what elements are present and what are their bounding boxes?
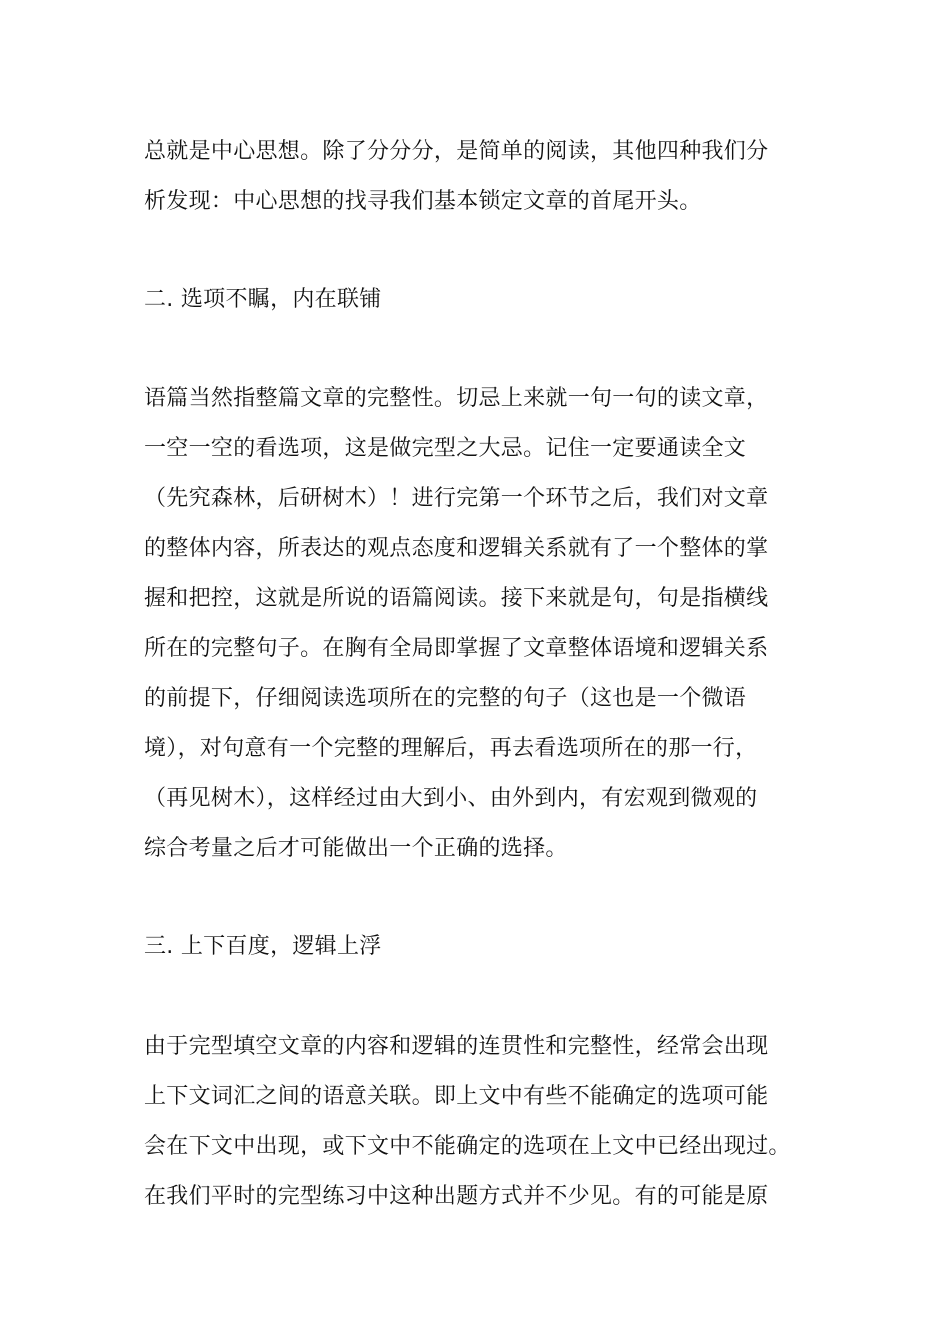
paragraph-2-line-9: （再见树木），这样经过由大到小、由外到内，有宏观到微观的 bbox=[144, 786, 758, 811]
paragraph-3-line-3: 会在下文中出现，或下文中不能确定的选项在上文中已经出现过。 bbox=[144, 1134, 791, 1159]
paragraph-1-line-2: 析发现：中心思想的找寻我们基本锁定文章的首尾开头。 bbox=[144, 189, 702, 214]
paragraph-2-line-5: 握和把控，这就是所说的语篇阅读。接下来就是句，句是指横线 bbox=[144, 586, 769, 611]
paragraph-2-line-10: 综合考量之后才可能做出一个正确的选择。 bbox=[144, 836, 568, 861]
paragraph-2-line-6: 所在的完整句子。在胸有全局即掌握了文章整体语境和逻辑关系 bbox=[144, 636, 769, 661]
paragraph-2-line-4: 的整体内容，所表达的观点态度和逻辑关系就有了一个整体的掌 bbox=[144, 536, 769, 561]
paragraph-1-line-1: 总就是中心思想。除了分分分，是简单的阅读，其他四种我们分 bbox=[144, 139, 769, 164]
paragraph-2-line-2: 一空一空的看选项，这是做完型之大忌。记住一定要通读全文 bbox=[144, 436, 747, 461]
paragraph-3-line-4: 在我们平时的完型练习中这种出题方式并不少见。有的可能是原 bbox=[144, 1184, 769, 1209]
section-heading-3: 三. 上下百度，逻辑上浮 bbox=[144, 934, 382, 959]
section-heading-2: 二. 选项不瞩，内在联铺 bbox=[144, 287, 382, 312]
paragraph-2-line-1: 语篇当然指整篇文章的完整性。切忌上来就一句一句的读文章， bbox=[144, 386, 769, 411]
paragraph-2-line-7: 的前提下，仔细阅读选项所在的完整的句子（这也是一个微语 bbox=[144, 686, 747, 711]
paragraph-2-line-8: 境），对句意有一个完整的理解后，再去看选项所在的那一行， bbox=[144, 736, 758, 761]
paragraph-3-line-1: 由于完型填空文章的内容和逻辑的连贯性和完整性，经常会出现 bbox=[144, 1034, 769, 1059]
paragraph-2-line-3: （先究森林，后研树木）！进行完第一个环节之后，我们对文章 bbox=[144, 486, 769, 511]
paragraph-3-line-2: 上下文词汇之间的语意关联。即上文中有些不能确定的选项可能 bbox=[144, 1084, 769, 1109]
